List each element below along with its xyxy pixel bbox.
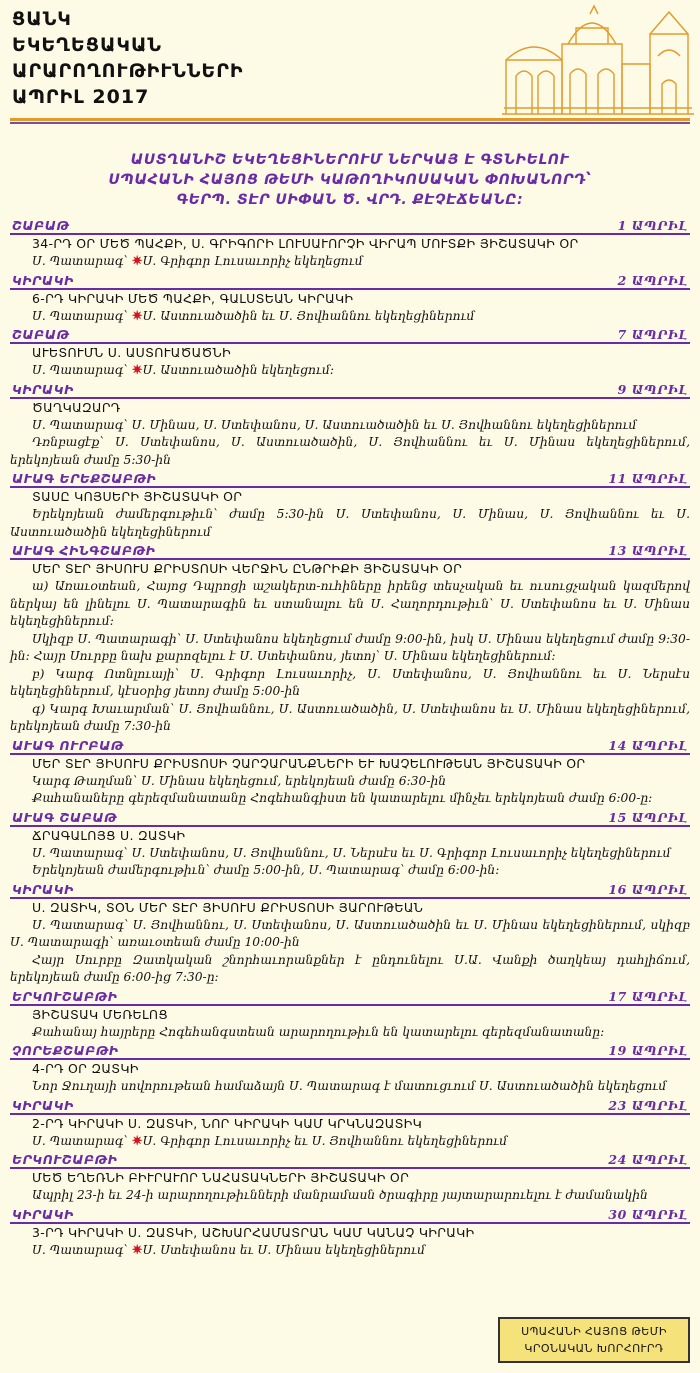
detail-text: Ս. Պատարագ՝ [32, 363, 132, 377]
event-title: ԾԱՂԿԱԶԱՐԴ [32, 399, 121, 415]
detail-text: գ) Կարգ Խաւարման՝ Ս. Յովհաննու, Ս. Աստուածածին, Ս. Ստեփանոս եւ Ս. Մինաս եկեղեցիներում, երեկոյեան ժամը 7:30-ին [10, 701, 690, 733]
event-title: ԱՒԵՏՈՒՄՆ Ս. ԱՍՏՈՒԱԾԱԾՆԻ [32, 345, 231, 360]
title-line-4: ԱՊՐԻԼ 2017 [12, 86, 150, 108]
event-detail [10, 362, 690, 380]
event-day: ԱՒԱԳ ՀԻՆԳՇԱԲԹԻ [12, 543, 156, 558]
event-header [10, 216, 690, 235]
stamp-line-2: ԿՐՕՆԱԿԱՆ ԽՈՐՀՈՒՐԴ [524, 1342, 664, 1355]
event-date: 16 ԱՊՐԻԼ [608, 881, 688, 897]
detail-text: Քահանաները գերեզմանատանը Հոգեհանգիստ են կատարելու մինչեւ երեկոյեան ժամը 6:00-ը: [32, 791, 653, 805]
detail-text: Երեկոյեան ժամերգութիւն՝ ժամը 5:00-ին, Ս. Պատարագ՝ ժամը 6:00-ին: [32, 863, 500, 877]
event-detail [10, 434, 690, 469]
event-date: 7 ԱՊՐԻԼ [617, 327, 688, 342]
detail-text: Երեկոյեան ժամերգութիւն՝ ժամը 5:30-ին Ս. Ստեփանոս, Ս. Մինաս, Ս. Յովհաննու եւ Ս. Աստուածածին եկեղեցիներում [10, 507, 690, 539]
event-header [10, 1041, 690, 1060]
detail-text: Ս. Պատարագ՝ [32, 308, 132, 323]
event-detail [10, 253, 690, 271]
detail-text: Կարգ Թաղման՝ Ս. Մինաս եկեղեցում, երեկոյեան ժամը 6:30-ին [32, 773, 447, 788]
detail-location: Ս. Գրիգոր Լուսաւորիչ եկեղեցում [142, 254, 363, 268]
event-header [10, 808, 690, 827]
event-header [10, 469, 690, 488]
event-detail [10, 1242, 690, 1260]
event-detail [10, 578, 690, 631]
event-header [10, 541, 690, 560]
event-title: ՃՐԱԳԱԼՈՅՑ Ս. ԶԱՏԿԻ [32, 827, 186, 843]
event-detail [10, 506, 690, 541]
event-header [10, 1150, 690, 1169]
event-header [10, 271, 690, 290]
event-title: 3-ՐԴ ԿԻՐԱԿԻ Ս. ԶԱՏԿԻ, ԱՇԽԱՐՀԱՄԱՏՐԱՆ ԿԱՄ ԿԱՆԱՉ ԿԻՐԱԿԻ [32, 1224, 475, 1240]
red-star-icon: ✷ [131, 1242, 143, 1258]
event-day: ԵՐԿՈՒՇԱԲԹԻ [12, 1152, 118, 1167]
event-date: 30 ԱՊՐԻԼ [608, 1206, 688, 1222]
detail-location: Ս. Աստուածածին եկեղեցում: [142, 363, 335, 377]
event-header [10, 1205, 690, 1224]
detail-location: Ս. Աստուածածին եւ Ս. Յովհաննու եկեղեցիներում [142, 308, 475, 323]
event-title: 6-ՐԴ ԿԻՐԱԿԻ ՄԵԾ ՊԱՀՔԻ, ԳԱԼՍՏԵԱՆ ԿԻՐԱԿԻ [32, 290, 354, 306]
event-header [10, 880, 690, 899]
event-detail [10, 862, 690, 880]
church-illustration [502, 4, 694, 116]
red-star-icon: ✷ [131, 308, 143, 324]
title-line-3: ԱՐԱՐՈՂՈՒԹԻՒՆՆԵՐԻ [12, 60, 244, 82]
header [0, 0, 700, 128]
event-detail [10, 790, 690, 808]
event-day: ԿԻՐԱԿԻ [12, 1097, 74, 1113]
event-day: ԱՒԱԳ ՈՒՐԲԱԹ [12, 737, 124, 753]
event-detail [10, 845, 690, 863]
event-date: 1 ԱՊՐԻԼ [617, 218, 688, 233]
intro-line-2: ՍՊԱՀԱՆԻ ՀԱՅՈՑ ԹԵՄԻ ԿԱԹՈՂԻԿՈՍԱԿԱՆ ՓՈԽԱՆՈՐԴ՝ [108, 172, 592, 188]
event-header [10, 987, 690, 1006]
intro-line-1: ԱՍՏՂԱՆԻՇ ԵԿԵՂԵՑԻՆԵՐՈՒՄ ՆԵՐԿԱՅ Է ԳՏՆԻԵԼՈՒ [130, 152, 570, 168]
event-date: 9 ԱՊՐԻԼ [617, 381, 688, 397]
event-date: 15 ԱՊՐԻԼ [608, 809, 688, 825]
detail-text: ա) Առաւօտեան, Հայոց Դպրոցի աշակերտ-ուհիները իրենց տեսչական եւ ուսուցչական կազմերով ներկայ են լինելու Ս. Պատարագին եւ ստանալու են Ս. Հաղորդութիւն՝ Ս. Ստեփանոս եւ Ս. Մինաս եկեղեցիներում: [10, 579, 690, 628]
event-detail [10, 1024, 690, 1042]
event-detail [10, 631, 690, 666]
event-title: Ս. ԶԱՏԻԿ, ՏՕՆ ՄԵՐ ՏԷՐ ՅԻՍՈՒՍ ՔՐԻՍՏՈՍԻ ՅԱՐՈՒԹԵԱՆ [32, 899, 424, 915]
event-item [10, 380, 690, 470]
event-item [10, 987, 690, 1042]
detail-text: Ս. Պատարագ՝ [32, 254, 132, 268]
red-star-icon: ✷ [131, 363, 143, 378]
intro-line-3: ԳԵՐՊ. ՏԷՐ ՍԻՓԱՆ Ծ. ՎՐԴ. ՔԷՉԷՃԵԱՆԸ: [176, 192, 524, 208]
event-day: ԱՒԱԳ ՇԱԲԱԹ [12, 809, 118, 825]
intro-announcement [0, 150, 700, 210]
detail-text: բ) Կարգ Ոտնլուայի՝ Ս. Գրիգոր Լուսաւորիչ, Ս. Ստեփանոս, Ս. Յովհաննու եւ Ս. Ներսէս եկեղեցիներում, կէսօրից յետոյ ժամը 5:00-ին [10, 666, 690, 698]
header-rule-orange [10, 118, 690, 121]
detail-text: Սկիզբ Ս. Պատարագի՝ Ս. Ստեփանոս եկեղեցում ժամը 9:00-ին, իսկ Ս. Մինաս եկեղեցում ժամը 9:30-ին: Հայր Սուրբը նախ քարոզելու է Ս. Ստեփանոս, յետոյ՝ Ս. Մինաս եկեղեցիներում: [10, 631, 690, 663]
event-header [10, 325, 690, 344]
event-item [10, 1205, 690, 1260]
event-item [10, 1041, 690, 1096]
event-date: 19 ԱՊՐԻԼ [608, 1043, 688, 1058]
event-item [10, 271, 690, 326]
event-title: ՄԵՐ ՏԷՐ ՅԻՍՈՒՍ ՔՐԻՍՏՈՍԻ ՎԵՐՋԻՆ ԸՆԹՐԻՔԻ ՅԻՇԱՏԱԿԻ ՕՐ [32, 561, 463, 576]
event-title: 4-ՐԴ ՕՐ ԶԱՏԿԻ [32, 1061, 139, 1076]
event-item [10, 1096, 690, 1151]
event-date: 14 ԱՊՐԻԼ [608, 737, 688, 753]
event-detail [10, 1078, 690, 1096]
red-star-icon: ✷ [131, 254, 143, 269]
council-stamp [498, 1317, 690, 1363]
event-detail [10, 308, 690, 326]
event-detail [10, 917, 690, 952]
title-line-1: ՑԱՆԿ [12, 8, 72, 30]
detail-text: Ս. Պատարագ՝ Ս. Ստեփանոս, Ս. Յովհաննու, Ս. Ներսէս եւ Ս. Գրիգոր Լուսաւորիչ եկեղեցիներում [32, 845, 671, 860]
event-date: 24 ԱՊՐԻԼ [608, 1152, 688, 1167]
event-item [10, 880, 690, 987]
event-header [10, 1096, 690, 1115]
event-title: ՄԵՐ ՏԷՐ ՅԻՍՈՒՍ ՔՐԻՍՏՈՍԻ ՉԱՐՉԱՐԱՆՔՆԵՐԻ ԵՒ ԽԱՉԵԼՈՒԹԵԱՆ ՅԻՇԱՏԱԿԻ ՕՐ [32, 755, 586, 771]
detail-text: Ս. Պատարագ՝ Ս. Յովհաննու, Ս. Ստեփանոս, Ս. Աստուածածին եւ Ս. Մինաս եկեղեցիներում, սկիզբ Ս. Պատարագի՝ առաւօտեան ժամը 10:00-ին [10, 917, 690, 949]
event-day: ՇԱԲԱԹ [12, 218, 70, 233]
detail-location: Ս. Ստեփանոս եւ Ս. Մինաս եկեղեցիներում [142, 1242, 426, 1257]
header-rule-purple [10, 122, 690, 124]
event-item [10, 1150, 690, 1205]
detail-text: Ս. Պատարագ՝ [32, 1133, 132, 1148]
event-title: 2-ՐԴ ԿԻՐԱԿԻ Ս. ԶԱՏԿԻ, ՆՈՐ ԿԻՐԱԿԻ ԿԱՄ ԿՐԿՆԱԶԱՏԻԿ [32, 1115, 423, 1131]
detail-text: Դռնբացէք՝ Ս. Ստեփանոս, Ս. Աստուածածին, Ս. Յովհաննու եւ Ս. Մինաս եկեղեցիներում, երեկոյեան ժամը 5:30-ին [10, 435, 690, 467]
event-date: 23 ԱՊՐԻԼ [608, 1097, 688, 1113]
red-star-icon: ✷ [131, 1133, 143, 1149]
title-line-2: ԵԿԵՂԵՑԱԿԱՆ [12, 34, 162, 56]
detail-text: Քահանայ հայրերը Հոգեհանգստեան արարողութիւն են կատարելու գերեզմանատանը: [32, 1024, 605, 1039]
event-item [10, 216, 690, 271]
event-item [10, 808, 690, 880]
stamp-line-1: ՍՊԱՀԱՆԻ ՀԱՅՈՑ ԹԵՄԻ [521, 1325, 667, 1338]
event-day: ՇԱԲԱԹ [12, 327, 70, 342]
event-item [10, 736, 690, 808]
detail-text: Ս. Պատարագ՝ Ս. Մինաս, Ս. Ստեփանոս, Ս. Աստուածածին եւ Ս. Յովհաննու եկեղեցիներում [32, 417, 637, 432]
event-date: 11 ԱՊՐԻԼ [608, 471, 688, 486]
detail-text: Նոր Ջուղայի սովորութեան համաձայն Ս. Պատարագ է մատուցւում Ս. Աստուածածին եկեղեցում [32, 1079, 667, 1093]
event-header [10, 380, 690, 399]
event-detail [10, 1133, 690, 1151]
event-date: 17 ԱՊՐԻԼ [608, 988, 688, 1004]
event-detail [10, 666, 690, 701]
event-date: 2 ԱՊՐԻԼ [617, 272, 688, 288]
event-detail [10, 773, 690, 791]
event-detail [10, 417, 690, 435]
event-title: ՏԱՍԸ ԿՈՅՍԵՐԻ ՅԻՇԱՏԱԿԻ ՕՐ [32, 489, 243, 504]
event-date: 13 ԱՊՐԻԼ [608, 543, 688, 558]
event-item [10, 469, 690, 541]
event-title: ՄԵԾ ԵՂԵՌՆԻ ԲԻՒՐԱՒՈՐ ՆԱՀԱՏԱԿՆԵՐԻ ՅԻՇԱՏԱԿԻ ՕՐ [32, 1170, 410, 1185]
events-list [10, 216, 690, 1259]
event-day: ԵՐԿՈՒՇԱԲԹԻ [12, 988, 118, 1004]
event-day: ԿԻՐԱԿԻ [12, 272, 74, 288]
detail-text: Ապրիլ 23-ի եւ 24-ի արարողութիւնների մանրամասն ծրագիրը յայտարարուելու է ժամանակին [32, 1188, 648, 1202]
event-day: ԱՒԱԳ ԵՐԵՔՇԱԲԹԻ [12, 471, 157, 486]
event-item [10, 541, 690, 736]
event-day: ԿԻՐԱԿԻ [12, 881, 74, 897]
detail-location: Ս. Գրիգոր Լուսաւորիչ եւ Ս. Յովհաննու եկեղեցիներում [142, 1133, 508, 1148]
event-day: ԿԻՐԱԿԻ [12, 1206, 74, 1222]
detail-text: Հայր Սուրբը Զատկական շնորհաւորանքներ է ընդունելու Ս.Ա. Վանքի ծաղկեայ դահլիճում, երեկոյեան ժամը 6:00-ից 7:30-ը: [10, 952, 690, 984]
event-detail [10, 1187, 690, 1205]
event-detail [10, 701, 690, 736]
event-day: ԿԻՐԱԿԻ [12, 381, 74, 397]
event-item [10, 325, 690, 380]
event-title: ՅԻՇԱՏԱԿ ՄԵՌԵԼՈՑ [32, 1006, 168, 1022]
event-title: 34-ՐԴ ՕՐ ՄԵԾ ՊԱՀՔԻ, Ս. ԳՐԻԳՈՐԻ ԼՈՒՍԱՒՈՐՉԻ ՎԻՐԱՊ ՄՈՒՏՔԻ ՅԻՇԱՏԱԿԻ ՕՐ [32, 236, 579, 251]
detail-text: Ս. Պատարագ՝ [32, 1242, 132, 1257]
event-header [10, 736, 690, 755]
event-detail [10, 952, 690, 987]
event-day: ՉՈՐԵՔՇԱԲԹԻ [12, 1043, 119, 1058]
